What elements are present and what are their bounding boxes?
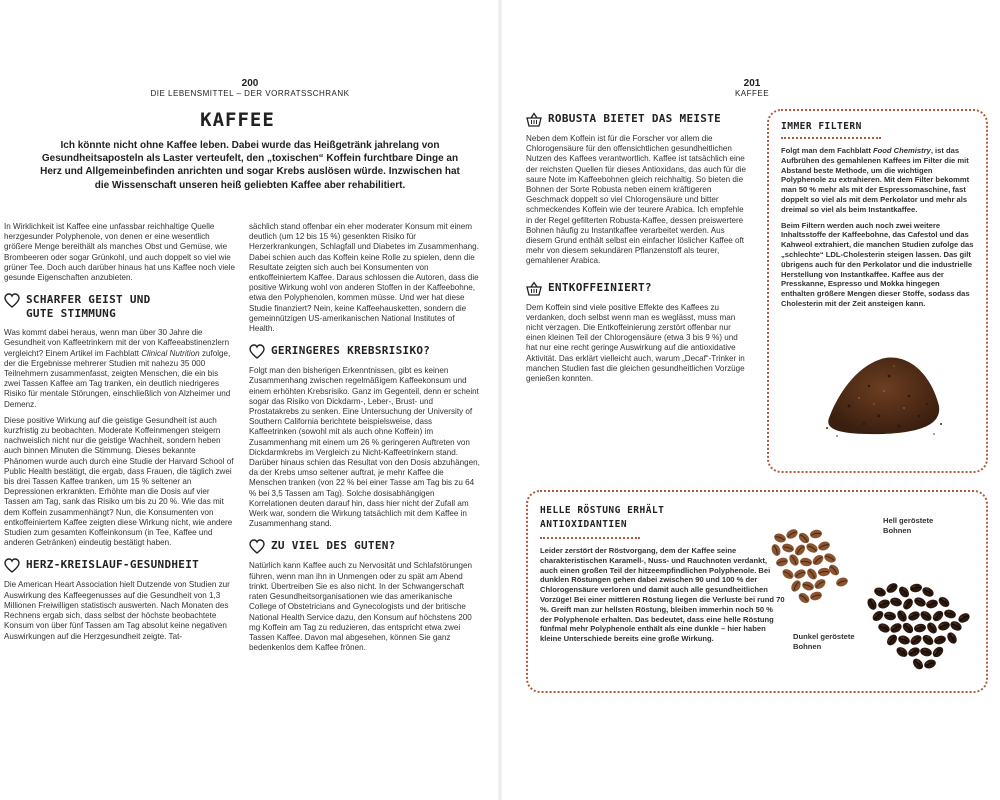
heart-icon (249, 344, 265, 359)
journal-name: Food Chemistry (873, 146, 931, 155)
paragraph-robusta: Neben dem Koffein ist für die Forscher vor allem die Chlorogensäure für den offensichtlichen gesundheitlichen Nutzen des Kaffees verantwortlich. Kaffee ist tatsächlich eine der reichsten Quellen für dieses Antioxidans, das auch für die saure Note im Kaffeebohnen gleich reichhaltig. So bieten die Bohnen der Sorte Robusta neben einem kräftigeren Geschmack doppelt so viel Chlorogensäure und bitter schmeckendes Koffein wie der teurere Arabica. Ich empfehle in der Regel gefilterten Robusta-Kaffee, dessen preiswertere Bohnen häufig zu Instantkaffee verarbeitet werden. Aus diesem Grund enthält selbst ein einfacher löslicher Kaffee oft mehr von diesem sekundären Pflanzenstoff als teurer, gemahlener Arabica. (526, 134, 747, 266)
right-page-header (732, 78, 772, 98)
heading-krebsrisiko (249, 344, 481, 359)
heading-line-2: GUTE STIMMUNG (26, 307, 116, 321)
paragraph-decaf: Dem Koffein sind viele positive Effekte des Kaffees zu verdanken, doch selbst wenn man es weglässt, muss man nicht verzagen. Die Entkoffeinierung zerstört offenbar nur einen kleinen Teil der Chlorogensäure (etwa 3 bis 9 %) und hat nur eine recht geringe Auswirkung auf die antioxidative Aktivität. Das erklärt vielleicht auch, warum „Decaf“-Trinker in manchen Studien fast die gleichen gesundheitlichen Vorzüge genießen konnten. (526, 302, 745, 384)
box-title-roestung (540, 504, 786, 532)
box-text-filtern (781, 146, 974, 309)
right-page-number: 201 (743, 78, 761, 89)
paragraph-mood: Diese positive Wirkung auf die geistige Gesundheit ist auch kurzfristig zu beobachten. Moderate Koffeinmengen steigern nachweislich nicht nur die geistige Wachheit, sondern heben auch binnen Minuten die Stimmung. Dieses bekannte Phänomen wurde auch durch eine Studie der Harvard School of Public Health bestätigt, die ergab, dass Frauen, die täglich zwei bis drei Tassen Kaffee tranken, um 15 % seltener an Depressionen erkrankten. Erhöhte man die Dosis auf vier Tassen am Tag, sank das Risiko um bis zu 20 %. Wie das mit dem Koffein zusammenhängt? Nun, die Konsumenten von entkoffeiniertem Kaffee zeigten diese Wirkung nicht, wie andere Studien zum gesamten Koffeinkonsum (in Tee, Kaffee und anderen Getränken) eindeutig bestätigt haben. (4, 415, 234, 548)
coffee-beans-image (768, 522, 984, 692)
text-run: zufolge, der die Ergebnisse mehrerer Studien mit nahezu 35 000 Teilnehmern zusammenfasst, zeigten Menschen, die ein bis zwei Tassen Kaffee am Tag tranken, ein deutlich niedrigeres Risiko für mentale Störungen, einschließlich von Alzheimer und Demenz. (4, 348, 231, 409)
right-page (500, 0, 1000, 800)
sidebar-box-roestung (526, 490, 988, 693)
basket-icon (526, 281, 542, 296)
heading-entkoffeiniert (526, 281, 748, 296)
ground-coffee-image (819, 336, 949, 446)
lead-paragraph: Ich könnte nicht ohne Kaffee leben. Dabei wurde das Heißgetränk jahrelang von Gesundheitsaposteln als Laster verteufelt, den „toxischen“ Koffein furchtbare Dinge an Herz und Allgemeinbefinden anrichten und sogar Krebs auslösen würde. Inzwischen hat die Wissenschaft unseren heiß geliebten Kaffee aber rehabilitiert. (40, 140, 460, 191)
heading-line-1: SCHARFER GEIST UND (26, 293, 151, 307)
heart-icon (4, 558, 20, 573)
heading-text: HERZ-KREISLAUF-GESUNDHEIT (26, 558, 200, 572)
dark-beans (866, 581, 972, 671)
heading-text: ZU VIEL DES GUTEN? (271, 539, 396, 553)
book-gutter (497, 0, 503, 800)
basket-icon (526, 112, 542, 127)
dotted-divider (781, 135, 881, 139)
intro-paragraph: In Wirklichkeit ist Kaffee eine unfassbar reichhaltige Quelle herzgesunder Polyphenole, von denen er eine wesentlich größere Menge bereithält als manches Obst und Gemüse, wie Brombeeren oder sogar Grünkohl, und auch doppelt so viel wie grüner Tee. Doch auch darüber hinaus hat uns Kaffee noch viele gesunde Eigenschaften anzubieten. (4, 222, 235, 283)
heart-icon (4, 293, 20, 308)
left-page-header (150, 78, 350, 98)
left-running-head: DIE LEBENSMITTEL – DER VORRATSSCHRANK (150, 89, 350, 98)
light-beans (770, 527, 849, 605)
left-column-2 (249, 222, 481, 659)
heading-text: ENTKOFFEINIERT? (548, 280, 652, 294)
title-line-1: HELLE RÖSTUNG ERHÄLT (540, 505, 665, 516)
caption-light-roast: Hell geröstete Bohnen (883, 516, 934, 535)
heart-icon (249, 539, 265, 554)
box-roestung-content (540, 504, 786, 644)
page-title: KAFFEE (200, 109, 275, 131)
paragraph-mental-health (4, 328, 236, 410)
paragraph-heart: Die American Heart Association hielt Dutzende von Studien zur Auswirkung des Kaffeegenusses auf die Gesundheit von 1,3 Millionen Freiwilligen statistisch auswerten. Nach Monaten des Rechnens ergab sich, dass selbst der höchste beobachtete Konsum von über fünf Tassen am Tag absolut keine negativen Auswirkungen auf die Herzgesundheit zeigte. Tat- (4, 580, 230, 641)
text-run: Folgt man dem Fachblatt (781, 146, 871, 155)
sidebar-box-filtern (767, 109, 988, 473)
box-paragraph-2: Beim Filtern werden auch noch zwei weitere Inhaltsstoffe der Kaffeebohne, das Cafestol und das Kahweol extrahiert, die manchen Studien zufolge das „schlechte“ LDL-Cholesterin steigen lassen. Das gilt übrigens auch für den Perkolator und die industrielle Herstellung von Instantkaffee. Kaffee aus der Presskanne, Espresso und Mokka hingegen enthalten größere Mengen dieser Stoffe, sodass das Cholesterin mit der Zeit ansteigen kann. (781, 220, 974, 308)
right-running-head: KAFFEE (734, 89, 770, 98)
caption-dark-roast: Dunkel geröstete Bohnen (793, 632, 855, 651)
text-run: , ist das Aufbrühen des gemahlenen Kaffees im Filter die mit Abstand beste Methode, um die wichtigen Polyphenole zu extrahieren. Mit dem Filter bekommt man 50 % mehr als mit der Espressomaschine, fast doppelt so viel als mit dem Perkolator und mehr als dreimal so viel als beim Instantkaffee. (781, 146, 970, 214)
paragraph-cancer: Folgt man den bisherigen Erkenntnissen, gibt es keinen Zusammenhang zwischen regelmäßigem Kaffeekonsum und einem erhöhten Krebsrisiko. Ganz im Gegenteil, denn er scheint sogar das Risiko von Dickdarm-, Leber-, Brust- und Prostatakrebs zu senken. Eine Untersuchung der University of Southern California berichtete beispielsweise, dass Kaffeetrinken (sowohl mit als auch ohne Koffein) im Zusammenhang mit einem um 26 % geringeren Auftreten von Dickdarmkrebs im Vergleich zu Nicht-Kaffeetrinkern stand. Darüber hinaus schien das Resultat von den Dosis abzuhängen, da der Krebs umso seltener auftrat, je mehr Kaffee die Menschen tranken (von 22 % bei einer Tasse am Tag bis zu 64 % bei 3,5 Tassen am Tag). Solche dosisabhängigen Korrelationen deuten darauf hin, dass hier nicht der Zufall am Werk war, sondern die Wirkung tatsächlich mit dem Kaffee in Zusammenhang stand. (249, 366, 480, 529)
heading-scharfer-geist (4, 293, 236, 321)
heading-robusta (526, 112, 748, 127)
text-run: Was kommt dabei heraus, wenn man über 30 Jahre die Gesundheit von Kaffeetrinkern mit der von Kaffeeabstinenzlern vergleicht? Einem Artikel im Fachblatt (4, 328, 230, 358)
dotted-divider (540, 535, 640, 539)
title-line-2: ANTIOXIDANTIEN (540, 519, 628, 530)
journal-name: Clinical Nutrition (141, 348, 200, 358)
right-column-1 (526, 106, 748, 390)
heading-zu-viel (249, 539, 481, 554)
heading-herz-kreislauf (4, 558, 236, 573)
box-text-roestung: Leider zerstört der Röstvorgang, dem der Kaffee seine charakteristischen Karamell-, Nuss- und Rauchnoten verdankt, auch einen großen Teil der hitzeempfindlichen Polyphenole. Bei dunklen Röstungen gehen dabei zwischen 90 und 100 % der Chlorogensäure verloren und damit auch alle gesundheitlichen Vorzüge! Bei einer mittleren Röstung liegen die Verluste bei rund 70 %. Greift man zur hellsten Röstung, bleiben immerhin noch 50 % der Polyphenole erhalten. Das bedeutet, dass eine helle Röstung fünfmal mehr Polyphenole enthält als eine dunkle – hier haben kleine Unterschiede bereits eine große Wirkung. (540, 546, 785, 644)
paragraph-too-much: Natürlich kann Kaffee auch zu Nervosität und Schlafstörungen führen, wenn man ihn in Unmengen oder zu spät am Abend trinkt. Übertreiben Sie es also nicht. In der Schwangerschaft raten Gesundheitsorganisationen wie das amerikanische College of Obstetricians and Gynecologists und der britische National Health Service dazu, den Konsum auf höchstens 200 mg Koffein am Tag zu reduzieren, das entspricht etwa zwei Tassen Kaffee. Davon mal abgesehen, können Sie ganz bedenkenlos dem Kaffee frönen. (249, 561, 473, 653)
heading-text: GERINGERES KREBSRISIKO? (271, 344, 431, 358)
left-column-1 (4, 222, 236, 648)
heading-text: ROBUSTA BIETET DAS MEISTE (548, 112, 722, 125)
box-paragraph-1 (781, 146, 974, 215)
box-title-filtern: IMMER FILTERN (781, 121, 862, 132)
left-page-number: 200 (241, 78, 259, 89)
paragraph-heart-continued: sächlich stand offenbar ein eher moderater Konsum mit einem deutlich (um 12 bis 15 %) gesenkten Risiko für Herzerkrankungen, Schlagfall und Diabetes im Zusammenhang. Dabei schien auch das Koffein keine Rolle zu spielen, denn die Resultate zeigten sich auch bei Konsumenten von entkoffeiniertem Kaffee. Daraus schlossen die Autoren, dass die positive Wirkung wohl von anderen Stoffen in der Kaffeebohne, etwa den Polyphenolen, kommen müsse. Und wer hat diese Studie finanziert? Nein, keine Kaffeehausketten, sondern die gemeinnützigen US-amerikanischen National Institutes of Health. (249, 222, 479, 334)
